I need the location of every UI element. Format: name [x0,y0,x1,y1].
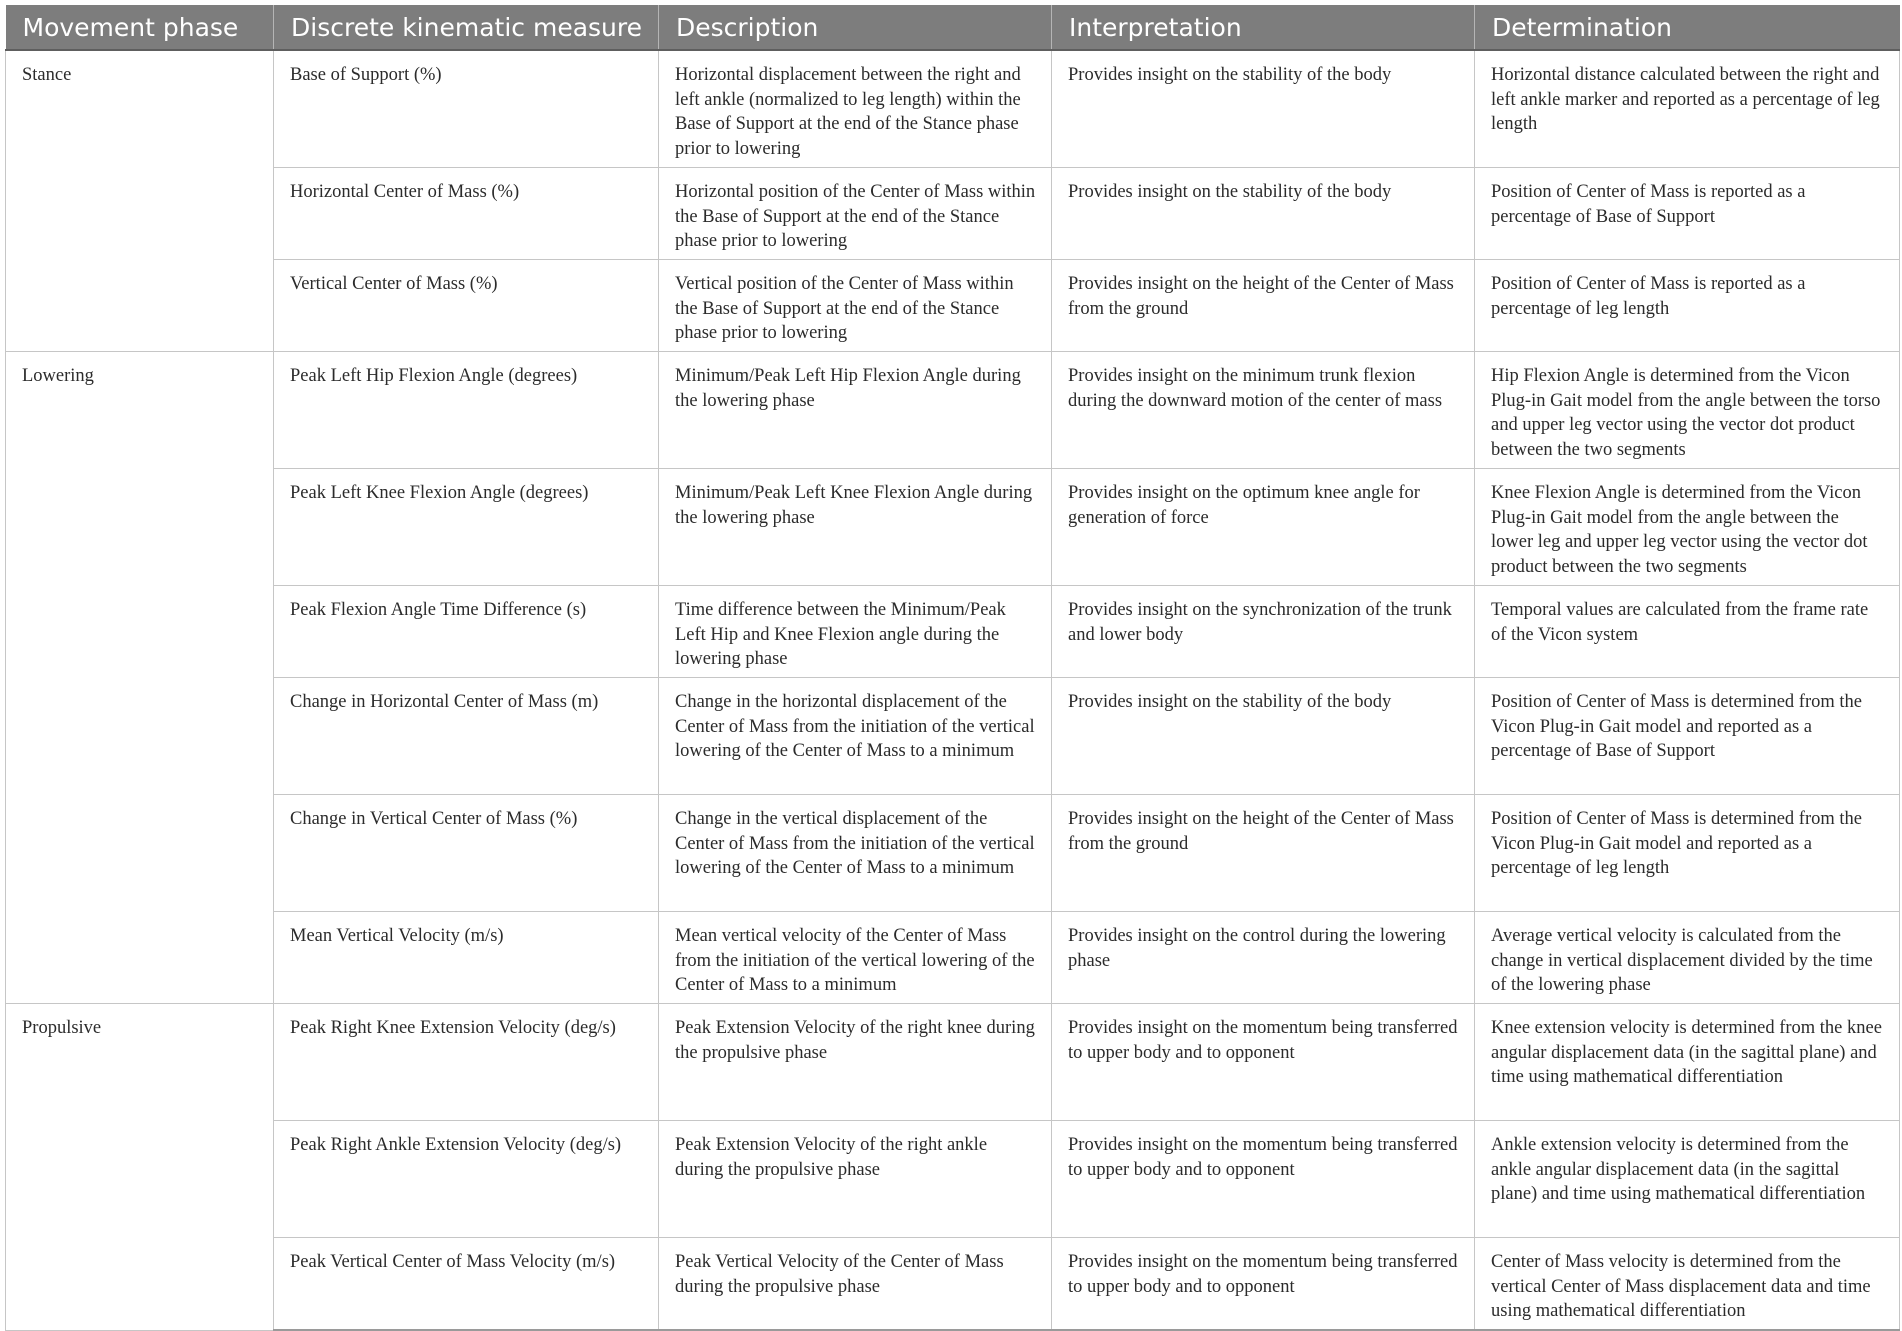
measure-cell: Mean Vertical Velocity (m/s) [274,912,659,1004]
table-header [6,5,1900,50]
determination-cell: Temporal values are calculated from the frame rate of the Vicon system [1475,586,1900,678]
interpretation-cell: Provides insight on the stability of the body [1052,50,1475,168]
header-determination: Determination [1475,5,1900,50]
table-row [6,168,1900,260]
description-cell: Peak Extension Velocity of the right knee during the propulsive phase [659,1004,1052,1121]
table-row [6,50,1900,168]
determination-cell: Position of Center of Mass is reported as a percentage of Base of Support [1475,168,1900,260]
description-cell: Minimum/Peak Left Knee Flexion Angle during the lowering phase [659,469,1052,586]
description-cell: Peak Vertical Velocity of the Center of Mass during the propulsive phase [659,1238,1052,1331]
table-row [6,1238,1900,1331]
determination-cell: Ankle extension velocity is determined from the ankle angular displacement data (in the sagittal plane) and time using mathematical differentiation [1475,1121,1900,1238]
table-row [6,912,1900,1004]
determination-cell: Center of Mass velocity is determined from the vertical Center of Mass displacement data and time using mathematical differentiation [1475,1238,1900,1331]
description-cell: Peak Extension Velocity of the right ankle during the propulsive phase [659,1121,1052,1238]
header-discrete-kinematic-measure: Discrete kinematic measure [274,5,659,50]
interpretation-cell: Provides insight on the optimum knee angle for generation of force [1052,469,1475,586]
measure-cell: Change in Horizontal Center of Mass (m) [274,678,659,795]
description-cell: Minimum/Peak Left Hip Flexion Angle during the lowering phase [659,352,1052,469]
determination-cell: Horizontal distance calculated between the right and left ankle marker and reported as a percentage of leg length [1475,50,1900,168]
measure-cell: Peak Right Knee Extension Velocity (deg/s) [274,1004,659,1121]
determination-cell: Position of Center of Mass is reported as a percentage of leg length [1475,260,1900,352]
description-cell: Mean vertical velocity of the Center of Mass from the initiation of the vertical lowering of the Center of Mass to a minimum [659,912,1052,1004]
interpretation-cell: Provides insight on the stability of the body [1052,678,1475,795]
kinematic-measures-table-container [5,5,1899,1331]
description-cell: Horizontal position of the Center of Mass within the Base of Support at the end of the Stance phase prior to lowering [659,168,1052,260]
header-description: Description [659,5,1052,50]
interpretation-cell: Provides insight on the momentum being transferred to upper body and to opponent [1052,1238,1475,1331]
description-cell: Vertical position of the Center of Mass within the Base of Support at the end of the Stance phase prior to lowering [659,260,1052,352]
measure-cell: Peak Flexion Angle Time Difference (s) [274,586,659,678]
measure-cell: Base of Support (%) [274,50,659,168]
determination-cell: Average vertical velocity is calculated from the change in vertical displacement divided by the time of the lowering phase [1475,912,1900,1004]
table-row [6,1004,1900,1121]
description-cell: Change in the vertical displacement of the Center of Mass from the initiation of the vertical lowering of the Center of Mass to a minimum [659,795,1052,912]
measure-cell: Horizontal Center of Mass (%) [274,168,659,260]
measure-cell: Peak Left Knee Flexion Angle (degrees) [274,469,659,586]
measure-cell: Peak Right Ankle Extension Velocity (deg/s) [274,1121,659,1238]
table-row [6,586,1900,678]
phase-cell-lowering: Lowering [6,352,274,1004]
table-row [6,795,1900,912]
table-body [6,50,1900,1330]
determination-cell: Knee Flexion Angle is determined from the Vicon Plug-in Gait model from the angle between the lower leg and upper leg vector using the vector dot product between the two segments [1475,469,1900,586]
table-row [6,1121,1900,1238]
interpretation-cell: Provides insight on the height of the Center of Mass from the ground [1052,795,1475,912]
measure-cell: Peak Vertical Center of Mass Velocity (m/s) [274,1238,659,1331]
interpretation-cell: Provides insight on the height of the Center of Mass from the ground [1052,260,1475,352]
header-interpretation: Interpretation [1052,5,1475,50]
description-cell: Horizontal displacement between the right and left ankle (normalized to leg length) within the Base of Support at the end of the Stance phase prior to lowering [659,50,1052,168]
interpretation-cell: Provides insight on the momentum being transferred to upper body and to opponent [1052,1004,1475,1121]
header-movement-phase: Movement phase [6,5,274,50]
phase-cell-stance: Stance [6,50,274,352]
determination-cell: Knee extension velocity is determined from the knee angular displacement data (in the sagittal plane) and time using mathematical differentiation [1475,1004,1900,1121]
measure-cell: Change in Vertical Center of Mass (%) [274,795,659,912]
kinematic-measures-table [5,5,1900,1331]
description-cell: Time difference between the Minimum/Peak Left Hip and Knee Flexion angle during the lowering phase [659,586,1052,678]
interpretation-cell: Provides insight on the minimum trunk flexion during the downward motion of the center of mass [1052,352,1475,469]
table-row [6,678,1900,795]
measure-cell: Peak Left Hip Flexion Angle (degrees) [274,352,659,469]
determination-cell: Position of Center of Mass is determined from the Vicon Plug-in Gait model and reported as a percentage of Base of Support [1475,678,1900,795]
table-row [6,352,1900,469]
measure-cell: Vertical Center of Mass (%) [274,260,659,352]
description-cell: Change in the horizontal displacement of the Center of Mass from the initiation of the vertical lowering of the Center of Mass to a minimum [659,678,1052,795]
interpretation-cell: Provides insight on the control during the lowering phase [1052,912,1475,1004]
phase-cell-propulsive: Propulsive [6,1004,274,1331]
interpretation-cell: Provides insight on the stability of the body [1052,168,1475,260]
table-row [6,469,1900,586]
header-row [6,5,1900,50]
interpretation-cell: Provides insight on the momentum being transferred to upper body and to opponent [1052,1121,1475,1238]
determination-cell: Position of Center of Mass is determined from the Vicon Plug-in Gait model and reported as a percentage of leg length [1475,795,1900,912]
table-row [6,260,1900,352]
interpretation-cell: Provides insight on the synchronization of the trunk and lower body [1052,586,1475,678]
determination-cell: Hip Flexion Angle is determined from the Vicon Plug-in Gait model from the angle between the torso and upper leg vector using the vector dot product between the two segments [1475,352,1900,469]
